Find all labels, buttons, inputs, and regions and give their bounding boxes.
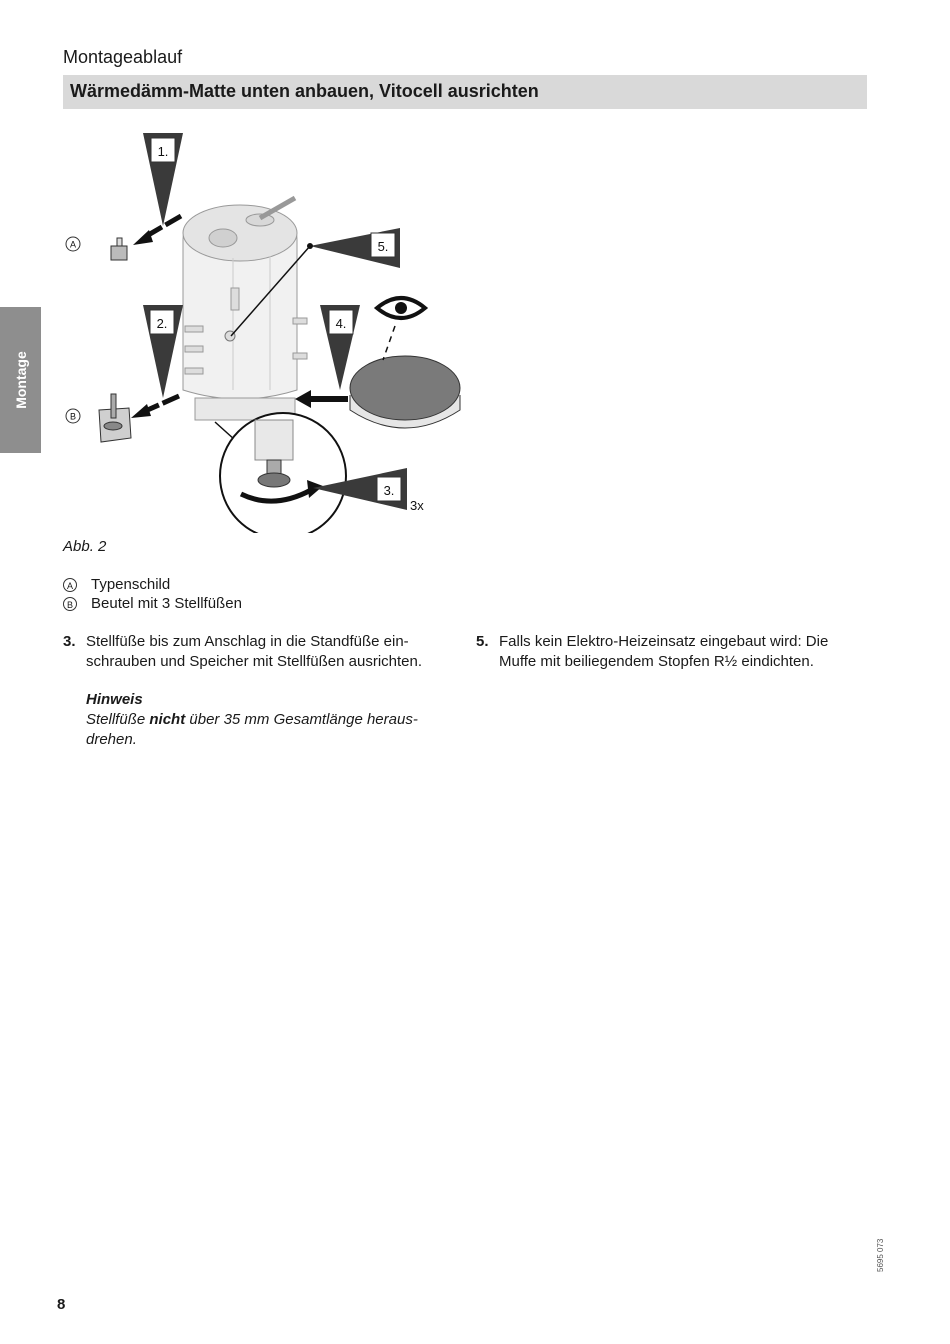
section-label: Montageablauf [63,47,183,67]
callout-1-label: 1. [157,144,169,159]
step-text: schrauben und Speicher mit Stellfüßen ausrichten. [86,653,423,670]
assembly-illustration [55,128,475,533]
legend [63,575,242,613]
step-text: Muffe mit beiliegendem Stopfen R½ eindichten. [499,653,814,670]
eye-icon [377,298,425,360]
callout-2 [143,305,183,398]
hint-text: Stellfüße [86,711,150,728]
feet-bag-part [99,394,131,442]
document-code: 5695 073 [876,1238,885,1272]
label-b: B [69,411,77,422]
step-text: Stellfüße bis zum Anschlag in die Standfüße ein- [86,633,409,650]
callout-3-label: 3. [383,483,395,498]
step-text: Falls kein Elektro-Heizeinsatz eingebaut wird: Die [499,633,829,650]
side-tab [0,307,41,453]
legend-key: B [63,597,77,611]
side-tab-label: Montage [12,351,29,409]
detail-zoom [215,413,346,533]
legend-item [63,575,242,594]
legend-text: Beutel mit 3 Stellfüßen [91,595,242,612]
page-number: 8 [57,1296,66,1313]
legend-item [63,594,242,613]
callout-1 [143,133,183,226]
multiplier-label: 3x [410,498,424,513]
storage-tank [183,198,307,420]
hint-emphasis: nicht [149,711,186,728]
hint-title: Hinweis [86,691,143,708]
label-a: A [69,239,77,250]
figure-caption: Abb. 2 [63,538,107,555]
callout-4-label: 4. [335,316,347,331]
legend-text: Typenschild [91,576,171,593]
callout-2-label: 2. [156,316,168,331]
hint-note [86,690,456,750]
step-5 [476,632,876,672]
hint-text: über 35 mm Gesamtlänge heraus- [185,711,418,728]
page-title: Wärmedämm-Matte unten anbauen, Vitocell ausrichten [63,75,867,109]
step-number: 3. [63,633,76,650]
hint-text: drehen. [86,731,137,748]
type-plate-part [111,238,127,260]
step-3 [63,632,463,672]
legend-key: A [63,578,77,592]
callout-5-label: 5. [377,239,389,254]
step-number: 5. [476,633,489,650]
insulation-mat [350,356,460,428]
callout-5 [310,228,400,268]
